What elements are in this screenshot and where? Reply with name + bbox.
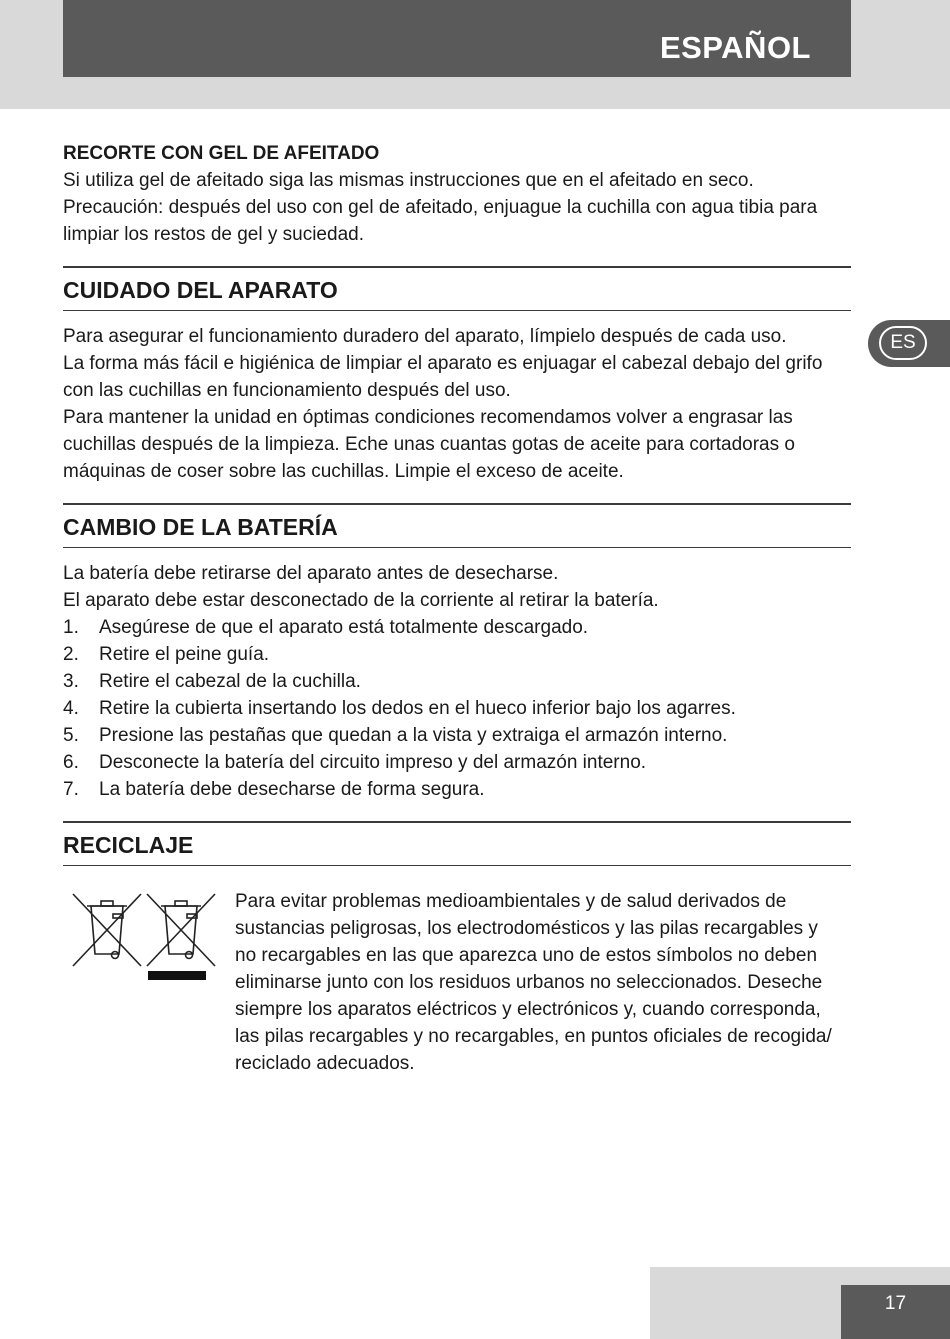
paragraph-line: con las cuchillas en funcionamiento después del uso. <box>63 380 511 401</box>
language-title: ESPAÑOL <box>659 30 811 65</box>
page-number: 17 <box>841 1285 950 1339</box>
paragraph-line: siempre los aparatos eléctricos y electrónicos y, cuando corresponda, <box>235 999 821 1020</box>
recycling-symbols <box>63 890 235 990</box>
step-number: 5. <box>63 725 79 746</box>
section-title: RECORTE CON GEL DE AFEITADO <box>63 143 380 164</box>
step-number: 7. <box>63 779 79 800</box>
list-item <box>63 722 851 749</box>
paragraph-line: las pilas recargables y no recargables, en puntos oficiales de recogida/ <box>235 1026 832 1047</box>
step-number: 4. <box>63 698 79 719</box>
paragraph-line: La forma más fácil e higiénica de limpiar el aparato es enjuagar el cabezal debajo del grifo <box>63 353 823 374</box>
paragraph-line: cuchillas después de la limpieza. Eche unas cuantas gotas de aceite para cortadoras o <box>63 434 795 455</box>
section-heading: RECICLAJE <box>63 821 851 866</box>
step-number: 6. <box>63 752 79 773</box>
step-text: Retire el peine guía. <box>99 644 270 665</box>
list-item <box>63 695 851 722</box>
recycling-text <box>235 888 851 1077</box>
section-gel-trimming <box>63 140 851 248</box>
section-device-care <box>63 266 851 485</box>
paragraph-line: La batería debe retirarse del aparato antes de desecharse. <box>63 563 559 584</box>
list-item <box>63 641 851 668</box>
paragraph-line: no recargables en las que aparezca uno de estos símbolos no deben <box>235 945 818 966</box>
step-text: Asegúrese de que el aparato está totalmente descargado. <box>99 617 589 638</box>
language-code-badge: ES <box>879 326 927 360</box>
section-battery-change <box>63 503 851 803</box>
paragraph-line: El aparato debe estar desconectado de la corriente al retirar la batería. <box>63 590 659 611</box>
paragraph-line: máquinas de coser sobre las cuchillas. Limpie el exceso de aceite. <box>63 461 624 482</box>
step-text: Retire el cabezal de la cuchilla. <box>99 671 361 692</box>
section-recycling <box>63 821 851 1077</box>
paragraph-line: Para evitar problemas medioambientales y de salud derivados de <box>235 891 787 912</box>
paragraph-line: Para mantener la unidad en óptimas condiciones recomendamos volver a engrasar las <box>63 407 793 428</box>
step-text: Presione las pestañas que quedan a la vista y extraiga el armazón interno. <box>99 725 728 746</box>
paragraph-line: limpiar los restos de gel y suciedad. <box>63 224 364 245</box>
list-item <box>63 614 851 641</box>
step-number: 2. <box>63 644 79 665</box>
step-number: 1. <box>63 617 79 638</box>
paragraph-line: eliminarse junto con los residuos urbanos no seleccionados. Deseche <box>235 972 823 993</box>
battery-steps-list <box>63 614 851 803</box>
section-heading: CUIDADO DEL APARATO <box>63 266 851 311</box>
paragraph-line: sustancias peligrosas, los electrodomésticos y las pilas recargables y <box>235 918 818 939</box>
list-item <box>63 749 851 776</box>
paragraph-line: reciclado adecuados. <box>235 1053 415 1074</box>
page-content <box>63 140 851 1077</box>
language-banner <box>63 0 851 77</box>
step-number: 3. <box>63 671 79 692</box>
language-side-tab <box>868 320 950 367</box>
step-text: Desconecte la batería del circuito impreso y del armazón interno. <box>99 752 647 773</box>
crossed-out-wheelie-bin-icon <box>69 892 149 972</box>
section-heading: CAMBIO DE LA BATERÍA <box>63 503 851 548</box>
list-item <box>63 776 851 803</box>
paragraph-line: Si utiliza gel de afeitado siga las mismas instrucciones que en el afeitado en seco. <box>63 170 754 191</box>
list-item <box>63 668 851 695</box>
step-text: Retire la cubierta insertando los dedos en el hueco inferior bajo los agarres. <box>99 698 736 719</box>
paragraph-line: Para asegurar el funcionamiento duradero del aparato, límpielo después de cada uso. <box>63 326 787 347</box>
crossed-out-wheelie-bin-with-bar-icon <box>143 892 223 992</box>
step-text: La batería debe desecharse de forma segura. <box>99 779 485 800</box>
paragraph-line: Precaución: después del uso con gel de afeitado, enjuague la cuchilla con agua tibia para <box>63 197 818 218</box>
